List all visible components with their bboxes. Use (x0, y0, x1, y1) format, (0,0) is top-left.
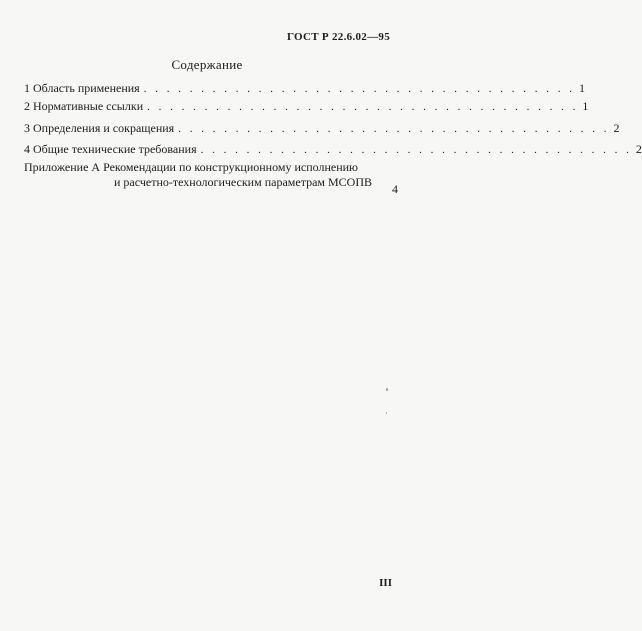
toc-entry-page: 2 (613, 121, 620, 135)
toc-leader-dots: . . . . . . . . . . . . . . . . . . . . . . . . . . . . . . . . . . . . . . (178, 123, 610, 135)
toc-leader-dots: . . . . . . . . . . . . . . . . . . . . . . . . . . . . . . . . . . . . . . (147, 101, 579, 113)
toc-entry-label: 3 Определения и сокращения (24, 121, 175, 135)
toc-leader-dots: . . . . . . . . . . . . . . . . . . . . . . . . . . . . . . . . . . . . . . (200, 144, 632, 156)
document-code: ГОСТ Р 22.6.02—95 (286, 31, 390, 43)
toc-entry-label: 4 Общие технические требования (24, 142, 197, 156)
toc-entry (24, 99, 589, 114)
toc-entry-page: 1 (582, 99, 589, 113)
toc-entry-page: 1 (578, 81, 585, 95)
toc-entry-page: 2 (635, 142, 642, 156)
toc-appendix-line2: и расчетно-технологическим параметрам МСОПВ (114, 175, 373, 189)
toc-appendix-line1: Приложение А Рекомендации по конструкционному исполнению (24, 160, 359, 174)
toc-entry-label: 1 Область применения (24, 81, 140, 95)
toc-entry (24, 142, 642, 157)
toc-entry (24, 121, 620, 136)
toc-entry (24, 81, 585, 96)
page-number-roman: III (379, 577, 392, 589)
scan-speck (386, 388, 388, 391)
toc-appendix-entry (24, 160, 398, 196)
toc-entry-label: 2 Нормативные ссылки (24, 99, 144, 113)
toc-appendix-page: 4 (392, 182, 398, 196)
toc-leader-dots: . . . . . . . . . . . . . . . . . . . . . . . . . . . . . . . . . . . . . . (143, 83, 575, 95)
scan-speck (386, 412, 387, 414)
toc-title: Содержание (171, 57, 243, 72)
